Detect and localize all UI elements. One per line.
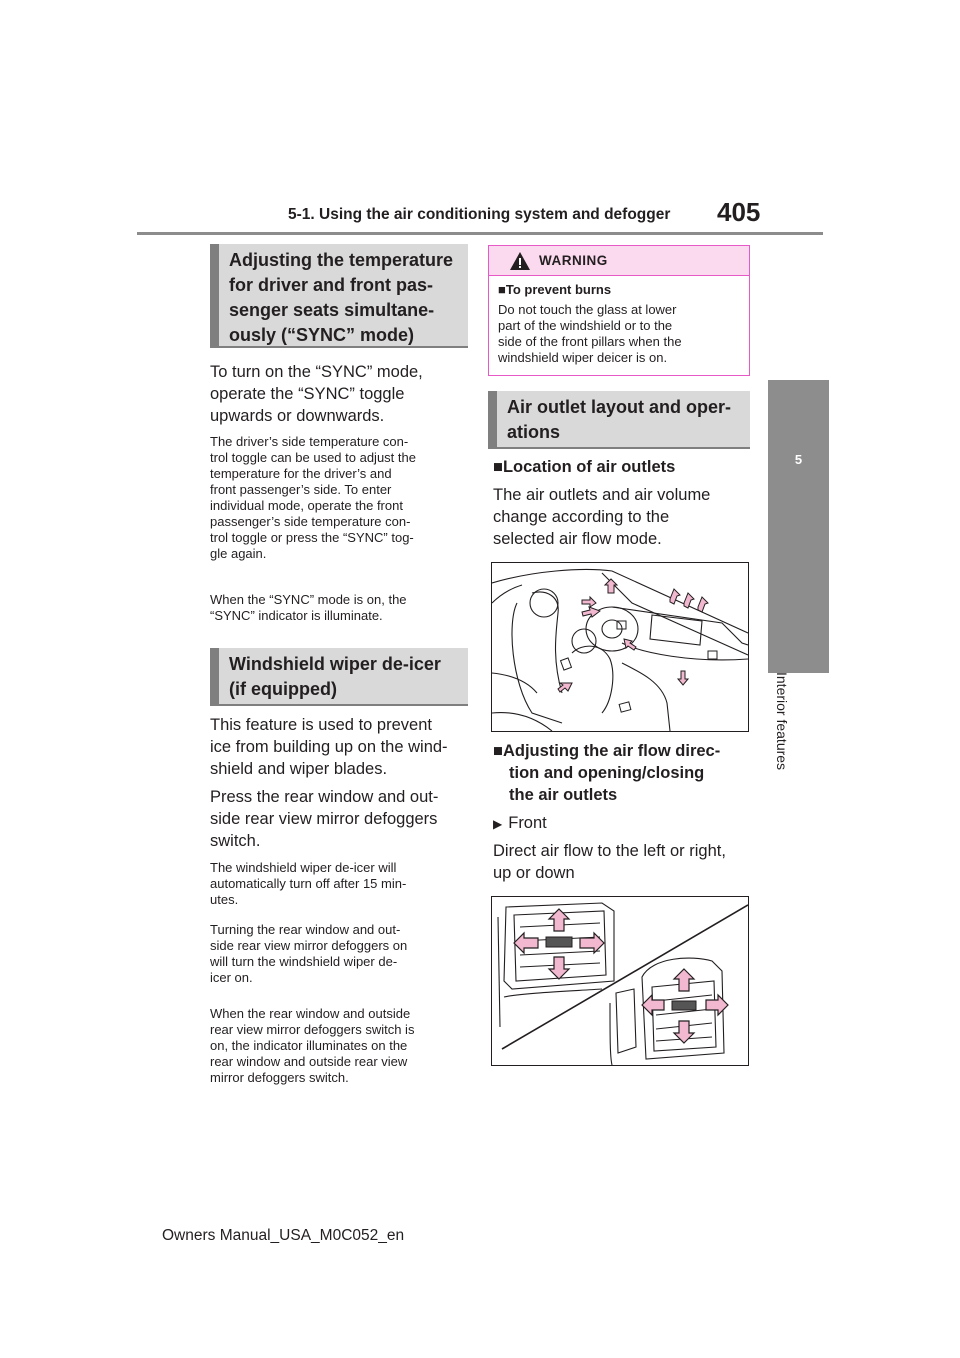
warning-title: WARNING <box>539 253 608 268</box>
text-line: trol toggle can be used to adjust the <box>210 450 416 465</box>
text-line: operate the “SYNC” toggle <box>210 385 405 403</box>
sync-heading-line: Adjusting the temperature <box>229 250 454 270</box>
deicer-heading <box>210 648 468 706</box>
text-line: upwards or downwards. <box>210 407 385 425</box>
warning-text <box>498 302 738 366</box>
text-line: The windshield wiper de-icer will <box>210 860 397 875</box>
warning-header-bar <box>489 246 749 276</box>
text-line: utes. <box>210 892 239 907</box>
text-line: Do not touch the glass at lower <box>498 302 677 317</box>
text-line: tion and opening/closing <box>509 764 705 782</box>
text-line: temperature for the driver’s and <box>210 466 392 481</box>
deicer-note-1 <box>210 860 475 908</box>
text-line: up or down <box>493 864 575 882</box>
deicer-heading-line: (if equipped) <box>229 679 337 699</box>
adjust-subhead <box>493 740 758 806</box>
location-subhead: ■Location of air outlets <box>493 458 676 476</box>
warning-subhead: ■To prevent burns <box>498 282 612 297</box>
text-line: individual mode, operate the front <box>210 498 403 513</box>
chapter-tab-number: 5 <box>794 452 803 467</box>
warning-triangle-icon <box>509 251 531 271</box>
deicer-heading-line: Windshield wiper de-icer <box>229 654 441 674</box>
deicer-para-2 <box>210 786 475 852</box>
text-line: side rear view mirror defoggers <box>210 810 438 828</box>
text-line: icer on. <box>210 970 253 985</box>
text-line: side of the front pillars when the <box>498 334 682 349</box>
sync-heading <box>210 244 468 348</box>
text-line: When the “SYNC” mode is on, the <box>210 592 407 607</box>
text-line: Direct air flow to the left or right, <box>493 842 726 860</box>
front-item <box>493 812 758 835</box>
text-line: rear window and outside rear view <box>210 1054 408 1069</box>
sync-note-1 <box>210 434 475 562</box>
text-line: ■Adjusting the air flow direc- <box>493 742 721 760</box>
sync-heading-line: ously (“SYNC” mode) <box>229 325 415 345</box>
text-line: front passenger’s side. To enter <box>210 482 392 497</box>
text-line: the air outlets <box>509 786 618 804</box>
outlet-heading <box>488 391 750 449</box>
location-text <box>493 484 758 550</box>
sync-heading-line: for driver and front pas- <box>229 275 434 295</box>
text-line: change according to the <box>493 508 670 526</box>
front-vent-illustration <box>492 897 748 1065</box>
text-line: automatically turn off after 15 min- <box>210 876 407 891</box>
text-line: gle again. <box>210 546 267 561</box>
text-line: switch. <box>210 832 261 850</box>
car-interior-illustration <box>492 563 748 731</box>
text-line: passenger’s side temperature con- <box>210 514 411 529</box>
deicer-para-1 <box>210 714 475 780</box>
text-line: trol toggle or press the “SYNC” tog- <box>210 530 414 545</box>
header-rule <box>137 232 823 235</box>
front-text <box>493 840 758 884</box>
sync-note-2 <box>210 592 475 624</box>
chapter-tab <box>768 380 829 673</box>
text-line: This feature is used to prevent <box>210 716 432 734</box>
air-outlet-layout-figure <box>491 562 749 732</box>
chapter-label-text: Interior features <box>774 672 790 771</box>
text-line: The driver’s side temperature con- <box>210 434 409 449</box>
text-line: Turning the rear window and out- <box>210 922 401 937</box>
deicer-note-3 <box>210 1006 475 1086</box>
sync-intro <box>210 361 475 427</box>
chapter-label <box>768 672 798 832</box>
text-line: mirror defoggers switch. <box>210 1070 349 1085</box>
deicer-note-2 <box>210 922 475 986</box>
outlet-heading-line: Air outlet layout and oper- <box>507 397 732 417</box>
text-line: selected air flow mode. <box>493 530 662 548</box>
text-line: The air outlets and air volume <box>493 486 711 504</box>
front-vent-figure <box>491 896 749 1066</box>
text-line: part of the windshield or to the <box>498 318 673 333</box>
warning-box <box>488 245 750 376</box>
text-line: ice from building up on the wind- <box>210 738 448 756</box>
text-line: “SYNC” indicator is illuminate. <box>210 608 383 623</box>
text-line: To turn on the “SYNC” mode, <box>210 363 423 381</box>
front-label: Front <box>508 814 547 832</box>
outlet-heading-line: ations <box>507 422 561 442</box>
text-line: Press the rear window and out- <box>210 788 439 806</box>
triangle-bullet-icon: ▶ <box>493 817 503 831</box>
sync-heading-line: senger seats simultane- <box>229 300 435 320</box>
text-line: on, the indicator illuminates on the <box>210 1038 408 1053</box>
text-line: When the rear window and outside <box>210 1006 411 1021</box>
text-line: will turn the windshield wiper de- <box>210 954 398 969</box>
text-line: rear view mirror defoggers switch is <box>210 1022 415 1037</box>
footer-text: Owners Manual_USA_M0C052_en <box>162 1227 405 1244</box>
header-section-title: 5-1. Using the air conditioning system and defogger <box>288 206 671 223</box>
text-line: windshield wiper deicer is on. <box>498 350 668 365</box>
text-line: side rear view mirror defoggers on <box>210 938 408 953</box>
text-line: shield and wiper blades. <box>210 760 388 778</box>
page-number: 405 <box>717 197 761 227</box>
